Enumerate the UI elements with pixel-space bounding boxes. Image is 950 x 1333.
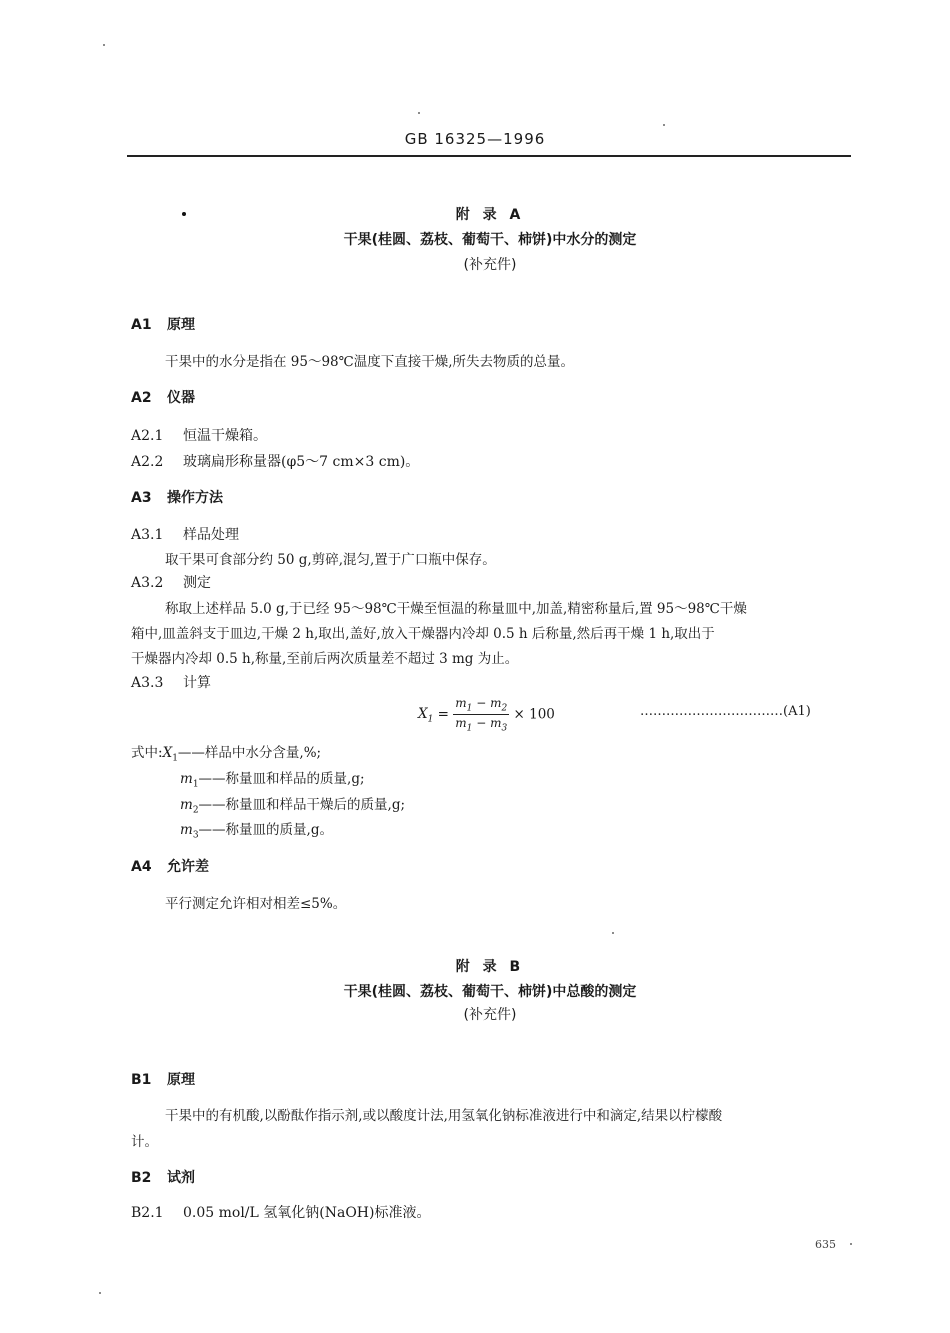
scan-speck bbox=[103, 44, 105, 46]
item-number: A3.1 bbox=[131, 527, 164, 543]
section-b1 bbox=[131, 1069, 195, 1089]
section-number: A3 bbox=[131, 490, 152, 506]
section-number: B2 bbox=[131, 1170, 152, 1186]
scan-speck bbox=[418, 112, 420, 114]
formula-fraction: $\frac{m_1 - m_2}{m_1 - m_3}$ bbox=[455, 696, 508, 734]
item-label: 测定 bbox=[183, 575, 211, 591]
formula-lhs: $X_1$ bbox=[418, 706, 434, 726]
a3-2-line: 称取上述样品 5.0 g,于已经 95～98℃干燥至恒温的称量皿中,加盖,精密称量后,置 95～98℃干燥 bbox=[165, 601, 747, 617]
appendix-a-note: (补充件) bbox=[463, 257, 517, 273]
item-number: A2.1 bbox=[131, 428, 164, 444]
section-number: A4 bbox=[131, 859, 152, 875]
where-row: $m_3——$称量皿的质量,g。 bbox=[180, 822, 333, 841]
a3-3-heading bbox=[131, 672, 211, 692]
equation-reference: ……………………………(A1) bbox=[640, 704, 811, 719]
a3-1-text: 取干果可食部分约 50 g,剪碎,混匀,置于广口瓶中保存。 bbox=[165, 552, 496, 568]
a3-2-line: 箱中,皿盖斜支于皿边,干燥 2 h,取出,盖好,放入干燥器内冷却 0.5 h 后称量,然后再干燥 1 h,取出于 bbox=[131, 626, 715, 642]
section-a4 bbox=[131, 856, 209, 876]
where-intro: 式中: bbox=[131, 745, 163, 761]
b1-line: 干果中的有机酸,以酚酞作指示剂,或以酸度计法,用氢氧化钠标准液进行中和滴定,结果以柠檬酸 bbox=[165, 1108, 723, 1124]
section-heading: 允许差 bbox=[167, 859, 209, 875]
item-label: 样品处理 bbox=[183, 527, 239, 543]
item-number: B2.1 bbox=[131, 1205, 164, 1221]
section-heading: 原理 bbox=[167, 317, 195, 333]
appendix-a-title: 干果(桂圆、荔枝、葡萄干、柿饼)中水分的测定 bbox=[343, 232, 637, 248]
where-row: $m_2——$称量皿和样品干燥后的质量,g; bbox=[180, 797, 406, 816]
section-number: A2 bbox=[131, 390, 152, 406]
item-text: 0.05 mol/L 氢氧化钠(NaOH)标准液。 bbox=[183, 1205, 431, 1221]
scan-speck bbox=[850, 1243, 852, 1245]
a3-1-heading bbox=[131, 524, 239, 544]
section-heading: 操作方法 bbox=[167, 490, 223, 506]
item-number: A2.2 bbox=[131, 454, 164, 470]
scan-speck bbox=[612, 932, 614, 934]
section-number: B1 bbox=[131, 1072, 152, 1088]
standard-number: GB 16325—1996 bbox=[404, 130, 546, 148]
section-number: A1 bbox=[131, 317, 152, 333]
appendix-b-title: 干果(桂圆、荔枝、葡萄干、柿饼)中总酸的测定 bbox=[343, 984, 637, 1000]
formula-a1: $X_1$ = $\frac{m_1 - m_2}{m_1 - m_3}$ × 100 bbox=[418, 696, 555, 734]
section-heading: 试剂 bbox=[167, 1170, 195, 1186]
item-text: 玻璃扁形称量器(φ5～7 cm×3 cm)。 bbox=[183, 454, 420, 470]
a3-2-heading bbox=[131, 572, 211, 592]
a2-item bbox=[131, 451, 419, 471]
section-heading: 原理 bbox=[167, 1072, 195, 1088]
appendix-a-label: 附 录 A bbox=[455, 207, 525, 223]
scan-speck bbox=[99, 1292, 101, 1294]
a1-text: 干果中的水分是指在 95～98℃温度下直接干燥,所失去物质的总量。 bbox=[165, 354, 575, 370]
where-row: $m_1——$称量皿和样品的质量,g; bbox=[180, 771, 365, 790]
item-label: 计算 bbox=[183, 675, 211, 691]
item-text: 恒温干燥箱。 bbox=[183, 428, 267, 444]
scan-speck bbox=[663, 124, 665, 126]
appendix-b-note: (补充件) bbox=[463, 1007, 517, 1023]
b1-line: 计。 bbox=[131, 1134, 158, 1150]
a3-2-line: 干燥器内冷却 0.5 h,称量,至前后两次质量差不超过 3 mg 为止。 bbox=[131, 651, 519, 667]
appendix-b-label: 附 录 B bbox=[455, 959, 525, 975]
section-a3 bbox=[131, 487, 223, 507]
section-a2 bbox=[131, 387, 195, 407]
where-row: 式中$:X_1——$样品中水分含量,%; bbox=[131, 745, 322, 764]
page-number: 635 bbox=[815, 1238, 836, 1251]
a4-text: 平行测定允许相对相差≤5%。 bbox=[165, 896, 347, 912]
item-number: A3.2 bbox=[131, 575, 164, 591]
b2-item bbox=[131, 1202, 430, 1222]
header-rule bbox=[127, 155, 851, 157]
section-heading: 仪器 bbox=[167, 390, 195, 406]
section-b2 bbox=[131, 1167, 195, 1187]
section-a1 bbox=[131, 314, 195, 334]
a2-item bbox=[131, 425, 267, 445]
item-number: A3.3 bbox=[131, 675, 164, 691]
formula-multiplier: × 100 bbox=[513, 706, 555, 723]
